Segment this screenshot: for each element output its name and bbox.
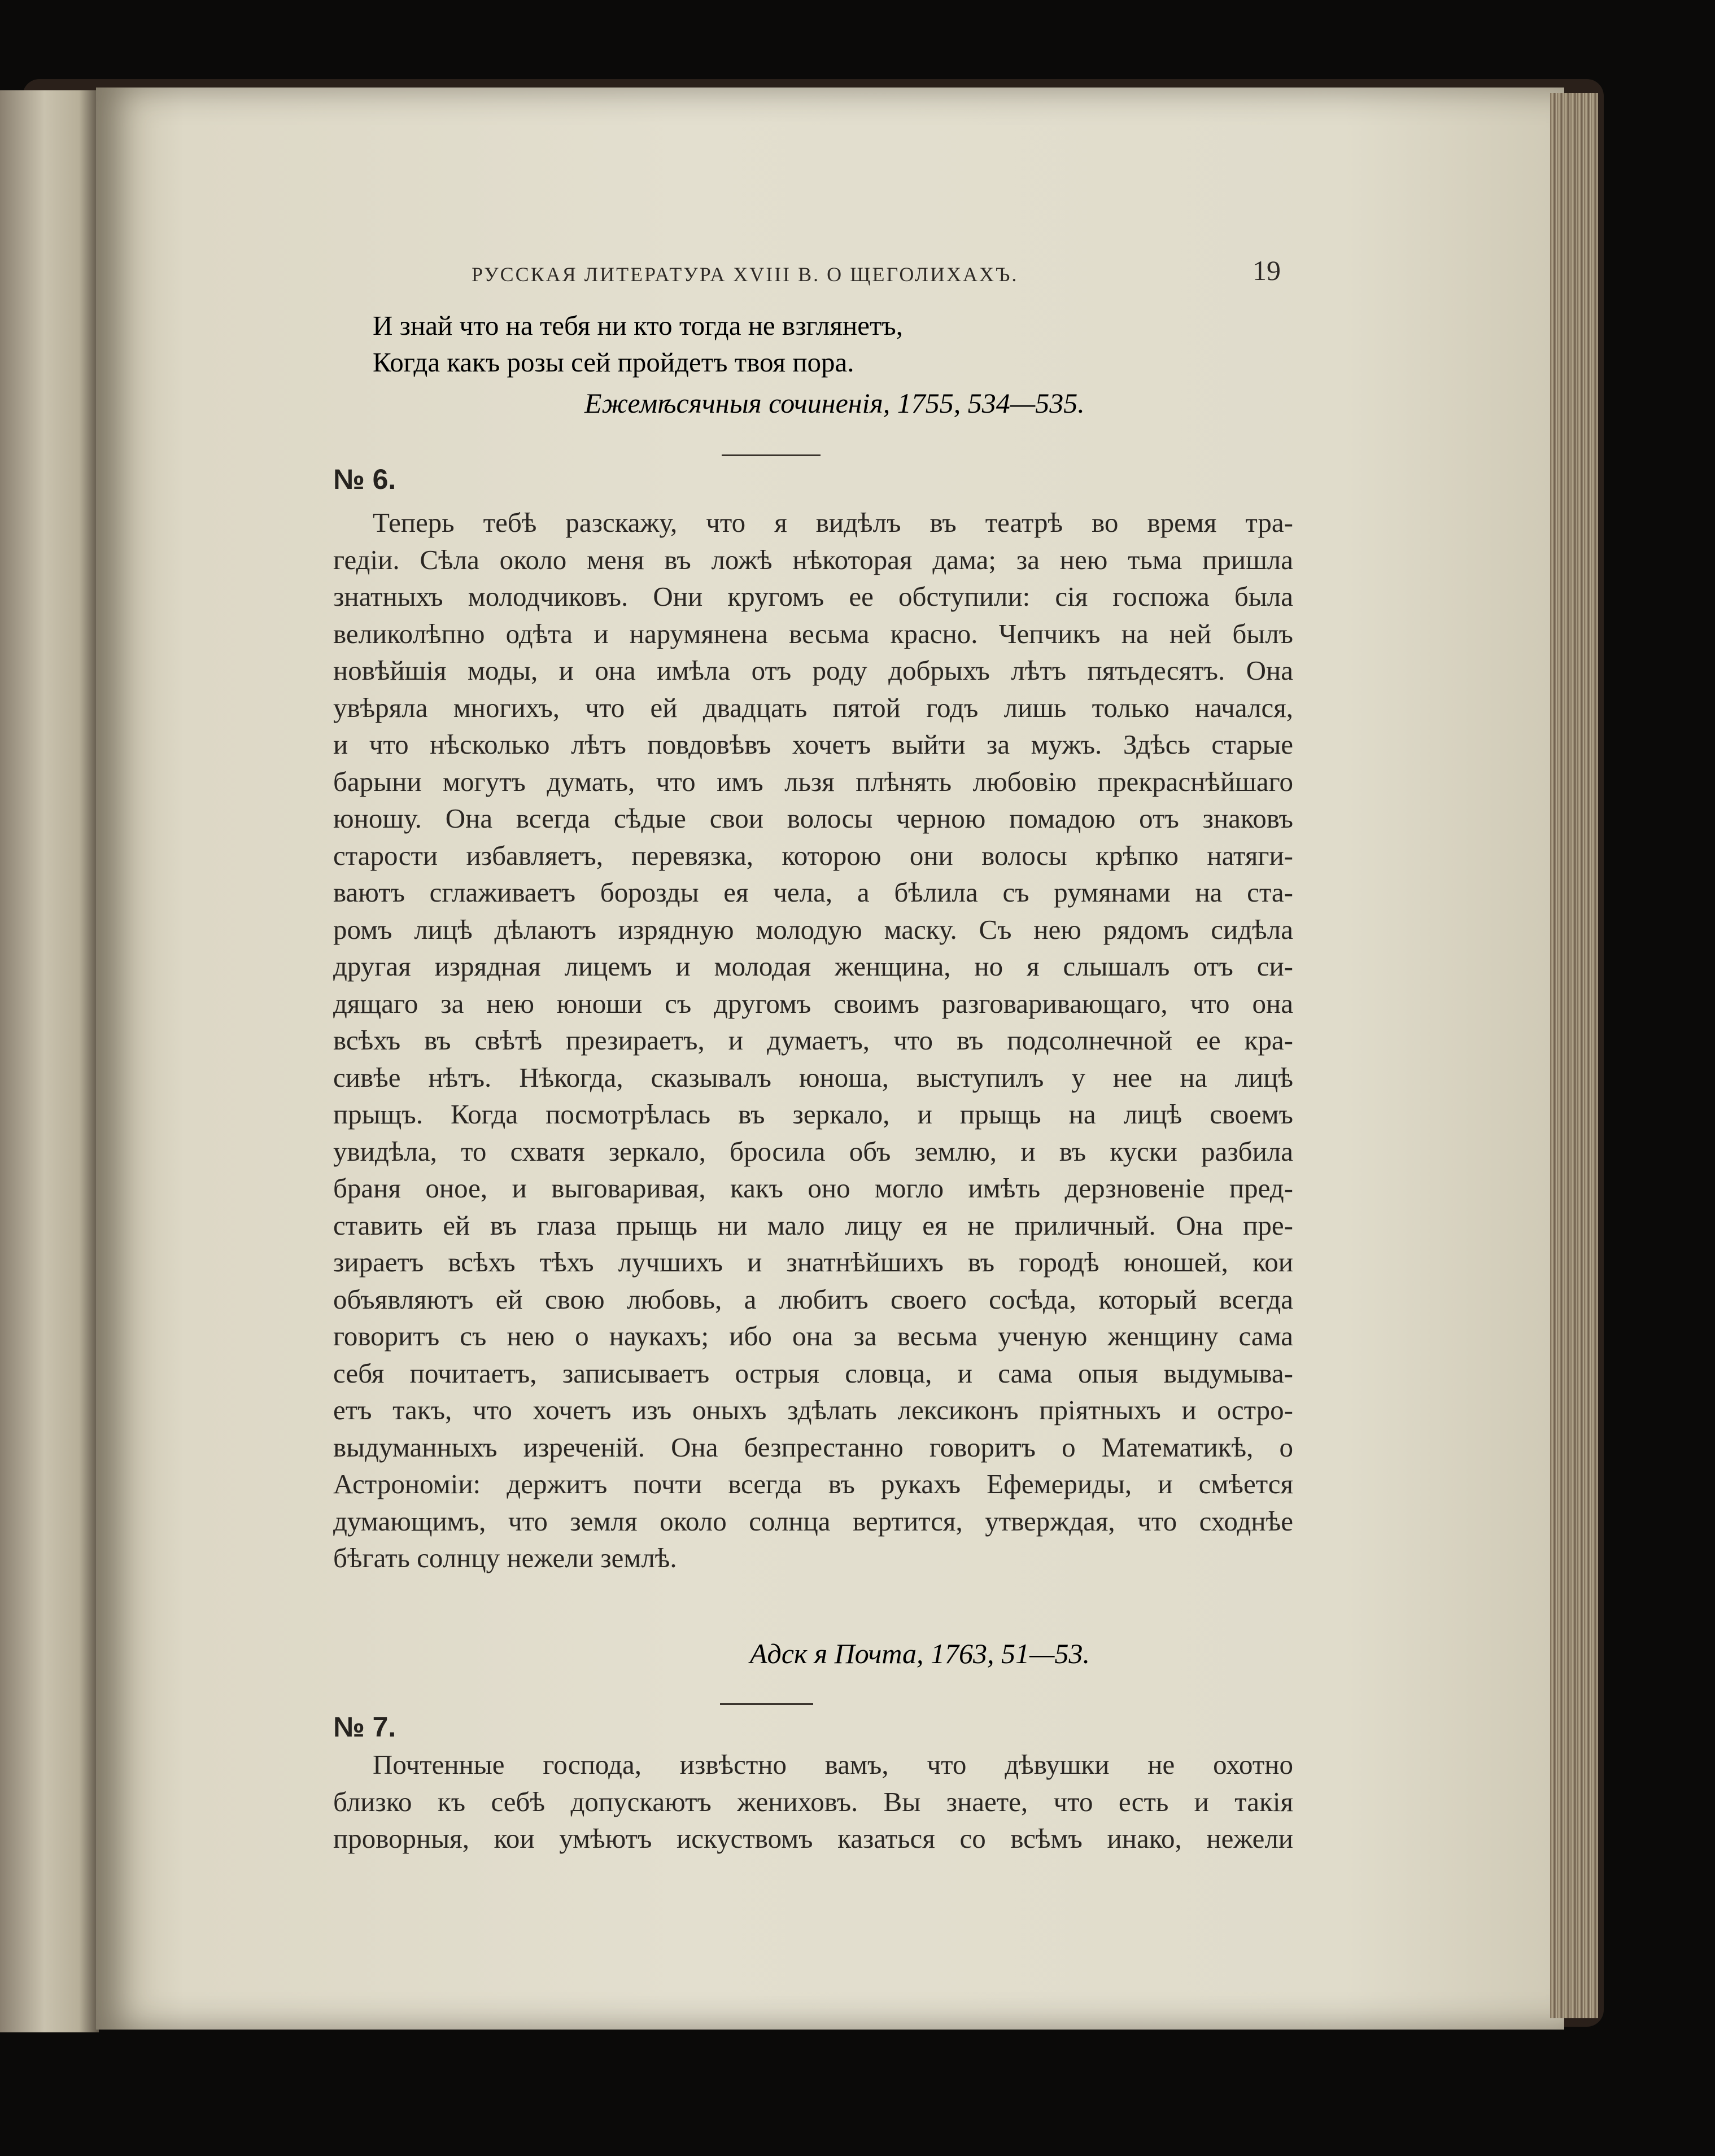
- text-line: себя почитаетъ, записываетъ острыя словца, и сама опыя выдумыва-: [333, 1357, 1293, 1389]
- text-line: дящаго за нею юноши съ другомъ своимъ разговаривающаго, что она: [333, 987, 1293, 1019]
- text-line: ставить ей въ глаза прыщь ни мало лицу ея не приличный. Она пре-: [333, 1209, 1293, 1241]
- source-citation-2: Адск я Почта, 1763, 51—53.: [750, 1638, 1090, 1669]
- verse-line-2: Когда какъ розы сей пройдетъ твоя пора.: [373, 347, 854, 378]
- text-line: прыщъ. Когда посмотрѣлась въ зеркало, и прыщь на лицѣ своемъ: [333, 1099, 1293, 1130]
- text-line: говоритъ съ нею о наукахъ; ибо она за весьма ученую женщину сама: [333, 1320, 1293, 1352]
- text-line: всѣхъ въ свѣтѣ презираетъ, и думаетъ, что въ подсолнечной ее кра-: [333, 1025, 1293, 1056]
- text-line: ромъ лицѣ дѣлаютъ изрядную молодую маску. Съ нею рядомъ сидѣла: [333, 913, 1293, 945]
- text-line: Астрономіи: держитъ почти всегда въ рукахъ Ефемериды, и смѣется: [333, 1468, 1293, 1499]
- text-line: великолѣпно одѣта и нарумянена весьма красно. Чепчикъ на ней былъ: [333, 618, 1293, 649]
- section-number-6: № 6.: [333, 463, 396, 495]
- page-number: 19: [1253, 255, 1281, 286]
- text-line: браня оное, и выговаривая, какъ оно могло имѣть дерзновеніе пред-: [333, 1173, 1293, 1204]
- left-page-edge: [0, 90, 99, 2032]
- text-line: и что нѣсколько лѣтъ повдовѣвъ хочетъ выйти за мужъ. Здѣсь старые: [333, 729, 1293, 760]
- text-line: другая изрядная лицемъ и молодая женщина, но я слышалъ отъ си-: [333, 951, 1293, 982]
- text-line: объявляютъ ей свою любовь, а любитъ своего сосѣда, который всегда: [333, 1283, 1293, 1315]
- text-line: увидѣла, то схватя зеркало, бросила объ землю, и въ куски разбила: [333, 1135, 1293, 1167]
- text-line: увѣряла многихъ, что ей двадцать пятой годъ лишь только начался,: [333, 692, 1293, 723]
- text-line: думающимъ, что земля около солнца вертится, утверждая, что сходнѣе: [333, 1505, 1293, 1537]
- text-line: новѣйшія моды, и она имѣла отъ роду добрыхъ лѣтъ пятьдесятъ. Она: [333, 655, 1293, 686]
- text-line: знатныхъ молодчиковъ. Они кругомъ ее обступили: сія госпожа была: [333, 581, 1293, 612]
- text-line: выдуманныхъ изреченій. Она безпрестанно говоритъ о Математикѣ, о: [333, 1431, 1293, 1463]
- running-title: РУССКАЯ ЛИТЕРАТУРА XVIII В. О ЩЕГОЛИХАХЪ.: [472, 263, 1019, 286]
- text-line: зираетъ всѣхъ тѣхъ лучшихъ и знатнѣйшихъ въ городѣ юношей, кои: [333, 1247, 1293, 1278]
- section-number-7: № 7.: [333, 1711, 396, 1743]
- text-line: Теперь тебѣ разскажу, что я видѣлъ въ театрѣ во время тра-: [373, 507, 1293, 538]
- page-stack-edges: [1550, 93, 1598, 2018]
- text-line: етъ такъ, что хочетъ изъ оныхъ здѣлать лексиконъ пріятныхъ и остро-: [333, 1394, 1293, 1425]
- text-line: близко къ себѣ допускаютъ жениховъ. Вы знаете, что есть и такія: [333, 1786, 1293, 1817]
- text-line: проворныя, кои умѣютъ искуствомъ казаться со всѣмъ инако, нежели: [333, 1823, 1293, 1854]
- source-citation-1: Ежемѣсячныя сочиненія, 1755, 534—535.: [584, 387, 1085, 419]
- section-divider-1: [722, 454, 821, 456]
- text-line: старости избавляетъ, перевязка, которою они волосы крѣпко натяги-: [333, 839, 1293, 871]
- text-line: Почтенные господа, извѣстно вамъ, что дѣвушки не охотно: [373, 1749, 1293, 1780]
- text-line: ваютъ сглаживаетъ борозды ея чела, а бѣлила съ румянами на ста-: [333, 877, 1293, 908]
- verse-line-1: И знай что на тебя ни кто тогда не взглянетъ,: [373, 310, 903, 341]
- text-line: юношу. Она всегда сѣдые свои волосы черною помадою отъ знаковъ: [333, 803, 1293, 834]
- text-line: барыни могутъ думать, что имъ льзя плѣнять любовію прекраснѣйшаго: [333, 766, 1293, 797]
- text-line: сивѣе нѣтъ. Нѣкогда, сказывалъ юноша, выступилъ у нее на лицѣ: [333, 1061, 1293, 1093]
- text-line: гедіи. Сѣла около меня въ ложѣ нѣкоторая дама; за нею тьма пришла: [333, 544, 1293, 575]
- section-divider-2: [720, 1703, 813, 1705]
- text-line: бѣгать солнцу нежели землѣ.: [333, 1542, 677, 1573]
